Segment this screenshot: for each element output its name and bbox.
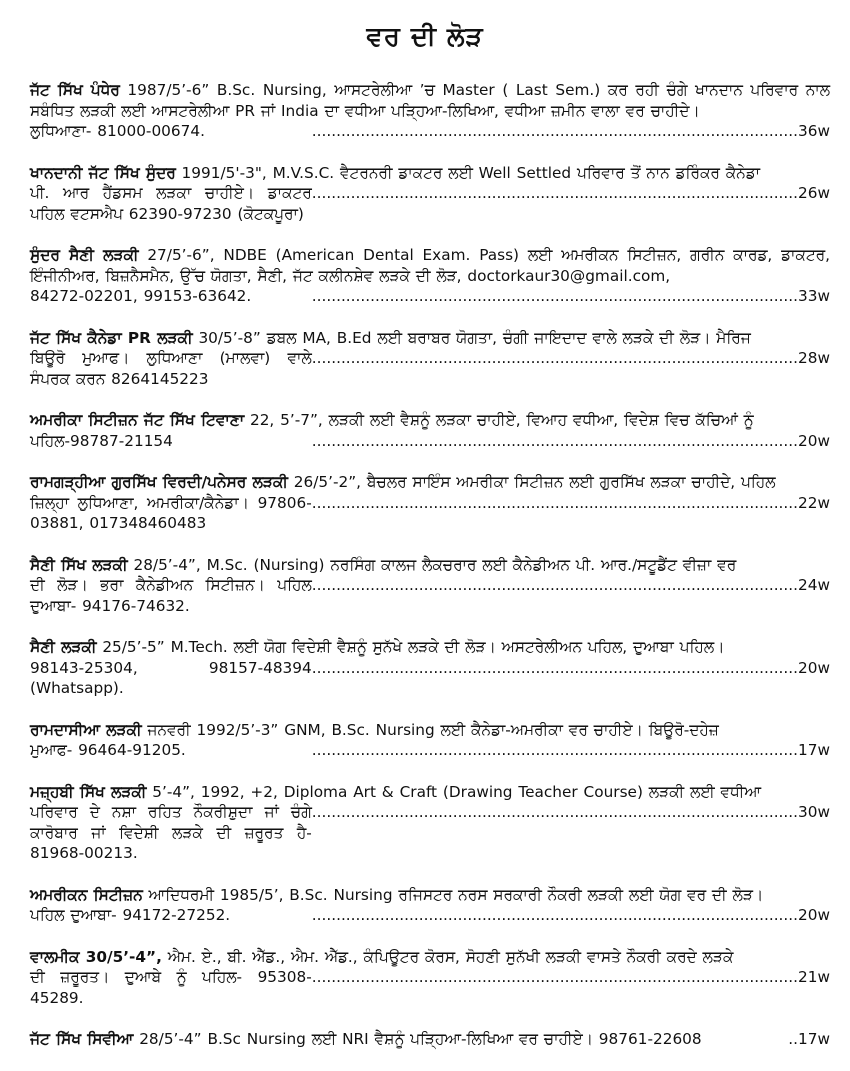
ad-last-line [30, 121, 830, 142]
ad-leader-dots: .................................................................................................... [311, 122, 799, 140]
ad-heading: ਸੈਣੀ ਸਿੱਖ ਲੜਕੀ [30, 555, 128, 574]
ad-text [30, 163, 830, 184]
classified-ad [30, 885, 830, 926]
ad-last-line [30, 286, 830, 307]
ad-leader-dots: .................................................................................................... [311, 576, 799, 594]
classified-ad [30, 782, 830, 864]
ad-heading: ਮਜ਼੍ਹਬੀ ਸਿੱਖ ਲੜਕੀ [30, 782, 147, 801]
ad-last-line [30, 905, 830, 926]
ad-code: 20w [798, 431, 830, 450]
ad-text [30, 410, 830, 431]
ad-code: 22w [798, 493, 830, 512]
ad-text [30, 885, 830, 906]
ad-last-line [30, 348, 830, 389]
ad-text [30, 782, 830, 803]
ad-text [30, 245, 830, 286]
ad-code: 33w [798, 287, 830, 305]
ad-code: 20w [798, 906, 830, 924]
ad-leader-dots: .................................................................................................... [311, 431, 799, 450]
ad-leader-dots: .................................................................................................... [311, 493, 799, 512]
ad-body: ਆਦਿਧਰਮੀ 1985/5’, B.Sc. Nursing ਰਜਿਸਟਰ ਨਰਸ ਸਰਕਾਰੀ ਨੌਕਰੀ ਲੜਕੀ ਲਈ ਯੋਗ ਵਰ ਦੀ ਲੋੜ। [142, 885, 764, 904]
ad-code: 17w [798, 1030, 830, 1048]
classified-ad [30, 328, 830, 390]
ad-code: 17w [798, 741, 830, 759]
ad-body: 5’-4”, 1992, +2, Diploma Art & Craft (Drawing Teacher Course) ਲੜਕੀ ਲਈ ਵਧੀਆ [146, 782, 761, 801]
ad-code: 26w [798, 184, 830, 202]
ad-text [30, 947, 830, 968]
ad-last-line [30, 967, 830, 1008]
classified-ad [30, 1029, 830, 1050]
ad-heading: ਰਾਮਦਾਸੀਆ ਲੜਕੀ [30, 720, 142, 739]
ad-heading: ਸੈਣੀ ਲੜਕੀ [30, 638, 97, 656]
ad-contact: ਬਿਊਰੋ ਮੁਆਫ। ਲੁਧਿਆਣਾ (ਮਾਲਵਾ) ਵਾਲੇ ਸੰਪਰਕ ਕਰਨ 8264145223 [30, 349, 312, 388]
ad-code: 21w [798, 968, 830, 986]
ad-code: 24w [798, 576, 830, 594]
ad-code: 30w [798, 803, 830, 821]
ad-last-line [30, 493, 830, 534]
ad-code: 28w [798, 349, 830, 367]
ad-body: 26/5’-2”, ਬੈਚਲਰ ਸਾਇੰਸ ਅਮਰੀਕਾ ਸਿਟੀਜ਼ਨ ਲਈ ਗੁਰਸਿੱਖ ਲੜਕਾ ਚਾਹੀਦੇ, ਪਹਿਲ [287, 473, 776, 491]
ad-contact: 84272-02201, 99153-63642. [30, 287, 252, 305]
ad-text [30, 720, 830, 741]
ad-last-line [30, 740, 830, 761]
ad-heading: ਅਮਰੀਕਨ ਸਿਟੀਜ਼ਨ [30, 885, 143, 904]
ad-contact: ਲੁਧਿਆਣਾ- 81000-00674. [30, 122, 205, 140]
ad-heading: ਵਾਲਮੀਕ 30/5’-4”, [30, 947, 162, 966]
ad-body: 27/5’-6”, NDBE (American Dental Exam. Pass) ਲਈ ਅਮਰੀਕਨ ਸਿਟੀਜ਼ਨ, ਗਰੀਨ ਕਾਰਡ, ਡਾਕਟਰ, ਇੰਜੀਨੀਅਰ, ਬਿਜ਼ਨੈਸਮੈਨ, ਉੱਚ ਯੋਗਤਾ, ਸੈਣੀ, ਜੱਟ ਕਲੀਨਸ਼ੇਵ ਲੜਕੇ ਦੀ ਲੋੜ, doctorkaur30@gmail.com, [30, 246, 830, 285]
ad-contact: ਪੀ. ਆਰ ਹੈਂਡਸਮ ਲੜਕਾ ਚਾਹੀਏ। ਡਾਕਟਰ ਪਹਿਲ ਵਟਸਐਪ 62390-97230 (ਕੋਟਕਪੂਰਾ) [30, 184, 312, 223]
ad-text [30, 80, 830, 121]
ad-text [30, 555, 830, 576]
ads-list [30, 80, 830, 1071]
classified-ad [30, 947, 830, 1009]
ad-leader-dots: .................................................................................................... [311, 658, 799, 677]
ad-body: 25/5’-5” M.Tech. ਲਈ ਯੋਗ ਵਿਦੇਸ਼ੀ ਵੈਸ਼ਨੂੰ ਸੁਨੱਖੇ ਲੜਕੇ ਦੀ ਲੋੜ। ਅਸਟਰੇਲੀਅਨ ਪਹਿਲ, ਦੁਆਬਾ ਪਹਿਲ। [96, 638, 725, 656]
classified-ad [30, 410, 830, 451]
ad-last-line [30, 183, 830, 224]
ad-last-line [30, 431, 830, 452]
ad-leader-dots: .................................................................................................... [311, 287, 799, 305]
ad-body: 28/5’-4”, M.Sc. (Nursing) ਨਰਸਿੰਗ ਕਾਲਜ ਲੈਕਚਰਾਰ ਲਈ ਕੈਨੇਡੀਅਨ ਪੀ. ਆਰ./ਸਟੂਡੈਂਟ ਵੀਜ਼ਾ ਵਰ [127, 555, 737, 574]
ad-last-line [30, 802, 830, 864]
ad-body: 22, 5’-7”, ਲੜਕੀ ਲਈ ਵੈਸ਼ਨੂੰ ਲੜਕਾ ਚਾਹੀਏ, ਵਿਆਹ ਵਧੀਆ, ਵਿਦੇਸ਼ ਵਿਚ ਕੱਚਿਆਂ ਨੂੰ [244, 411, 754, 429]
ad-heading: ਜੱਟ ਸਿੱਖ ਪੰਧੇਰ [30, 81, 120, 99]
ad-body: 1991/5'-3", M.V.S.C. ਵੈਟਰਨਰੀ ਡਾਕਟਰ ਲਈ Well Settled ਪਰਿਵਾਰ ਤੋਂ ਨਾਨ ਡਰਿੰਕਰ ਕੈਨੇਡਾ [175, 163, 761, 182]
ad-leader-dots: .. [788, 1030, 799, 1048]
page-title: ਵਰ ਦੀ ਲੋੜ [366, 22, 484, 52]
ad-contact: ਦੀ ਲੋੜ। ਭਰਾ ਕੈਨੇਡੀਅਨ ਸਿਟੀਜ਼ਨ। ਪਹਿਲ ਦੁਆਬਾ- 94176-74632. [30, 576, 312, 615]
ad-contact: ਪਹਿਲ ਦੁਆਬਾ- 94172-27252. [30, 906, 231, 924]
ad-contact: ਪਰਿਵਾਰ ਦੇ ਨਸ਼ਾ ਰਹਿਤ ਨੌਕਰੀਸ਼ੁਦਾ ਜਾਂ ਚੰਗੇ ਕਾਰੋਬਾਰ ਜਾਂ ਵਿਦੇਸ਼ੀ ਲੜਕੇ ਦੀ ਜ਼ਰੂਰਤ ਹੈ- 81968-00213. [30, 803, 312, 862]
ad-leader-dots: .................................................................................................... [311, 184, 799, 202]
ad-heading: ਰਾਮਗੜ੍ਹੀਆ ਗੁਰਸਿੱਖ ਵਿਰਦੀ/ਪਨੇਸਰ ਲੜਕੀ [30, 473, 288, 491]
classified-ad [30, 80, 830, 142]
ad-leader-dots: .................................................................................................... [311, 741, 799, 759]
ad-code: 20w [798, 658, 830, 677]
ad-last-line [30, 575, 830, 616]
ad-text [30, 637, 830, 658]
classified-ad [30, 472, 830, 534]
ad-leader-dots: .................................................................................................... [311, 968, 799, 986]
classified-ad [30, 720, 830, 761]
classified-ad [30, 637, 830, 699]
ad-last-line [30, 1029, 830, 1050]
ad-contact: 98143-25304, 98157-48394 (Whatsapp). [30, 658, 312, 697]
classified-ad [30, 245, 830, 307]
ad-contact: ਪਹਿਲ-98787-21154 [30, 431, 173, 450]
classified-ad [30, 163, 830, 225]
ad-leader-dots: .................................................................................................... [311, 803, 799, 821]
ad-code: 36w [798, 122, 830, 140]
ad-heading: ਅਮਰੀਕਾ ਸਿਟੀਜ਼ਨ ਜੱਟ ਸਿੱਖ ਟਿਵਾਣਾ [30, 411, 245, 429]
ad-contact: 28/5’-4” B.Sc Nursing ਲਈ NRI ਵੈਸ਼ਨੂੰ ਪੜ੍ਹਿਆ-ਲਿਖਿਆ ਵਰ ਚਾਹੀਏ। 98761-22608 [139, 1030, 702, 1048]
classified-ad [30, 555, 830, 617]
ad-body: 30/5’-8” ਡਬਲ MA, B.Ed ਲਈ ਬਰਾਬਰ ਯੋਗਤਾ, ਚੰਗੀ ਜਾਇਦਾਦ ਵਾਲੇ ਲੜਕੇ ਦੀ ਲੋੜ। ਮੈਰਿਜ [192, 328, 751, 347]
ad-heading: ਸੁੰਦਰ ਸੈਣੀ ਲੜਕੀ [30, 246, 139, 264]
ad-leader-dots: .................................................................................................... [311, 906, 799, 924]
ad-body: 1987/5’-6” B.Sc. Nursing, ਆਸਟਰੇਲੀਆ ’ਚ Master ( Last Sem.) ਕਰ ਰਹੀ ਚੰਗੇ ਖਾਨਦਾਨ ਪਰਿਵਾਰ ਨਾਲ ਸਬੰਧਿਤ ਲੜਕੀ ਲਈ ਆਸਟਰੇਲੀਆ PR ਜਾਂ India ਦਾ ਵਧੀਆ ਪੜ੍ਹਿਆ-ਲਿਖਿਆ, ਵਧੀਆ ਜ਼ਮੀਨ ਵਾਲਾ ਵਰ ਚਾਹੀਦੇ। [30, 81, 830, 120]
ad-body: ਐਮ. ਏ., ਬੀ. ਐੱਡ., ਐਮ. ਐੱਡ., ਕੰਪਿਊਟਰ ਕੋਰਸ, ਸੋਹਣੀ ਸੁਨੱਖੀ ਲੜਕੀ ਵਾਸਤੇ ਨੌਕਰੀ ਕਰਦੇ ਲੜਕੇ [161, 947, 734, 966]
ad-heading: ਜੱਟ ਸਿੱਖ ਸਿਵੀਆ [30, 1030, 134, 1048]
ad-leader-dots: .................................................................................................... [311, 349, 799, 367]
ad-contact: ਦੀ ਜ਼ਰੂਰਤ। ਦੁਆਬੇ ਨੂੰ ਪਹਿਲ- 95308-45289. [30, 968, 312, 1007]
ad-body: ਜਨਵਰੀ 1992/5’-3” GNM, B.Sc. Nursing ਲਈ ਕੈਨੇਡਾ-ਅਮਰੀਕਾ ਵਰ ਚਾਹੀਏ। ਬਿਊਰੋ-ਦਹੇਜ਼ [141, 720, 719, 739]
ad-contact: ਮੁਆਫ- 96464-91205. [30, 741, 186, 759]
ad-last-line [30, 658, 830, 699]
ad-contact: ਜ਼ਿਲ੍ਹਾ ਲੁਧਿਆਣਾ, ਅਮਰੀਕਾ/ਕੈਨੇਡਾ। 97806-03881, 017348460483 [30, 493, 312, 532]
ad-text [30, 328, 830, 349]
ad-text [30, 472, 830, 493]
ad-heading: ਜੱਟ ਸਿੱਖ ਕੈਨੇਡਾ PR ਲੜਕੀ [30, 328, 193, 347]
ad-heading: ਖਾਨਦਾਨੀ ਜੱਟ ਸਿੱਖ ਸੁੰਦਰ [30, 163, 176, 182]
